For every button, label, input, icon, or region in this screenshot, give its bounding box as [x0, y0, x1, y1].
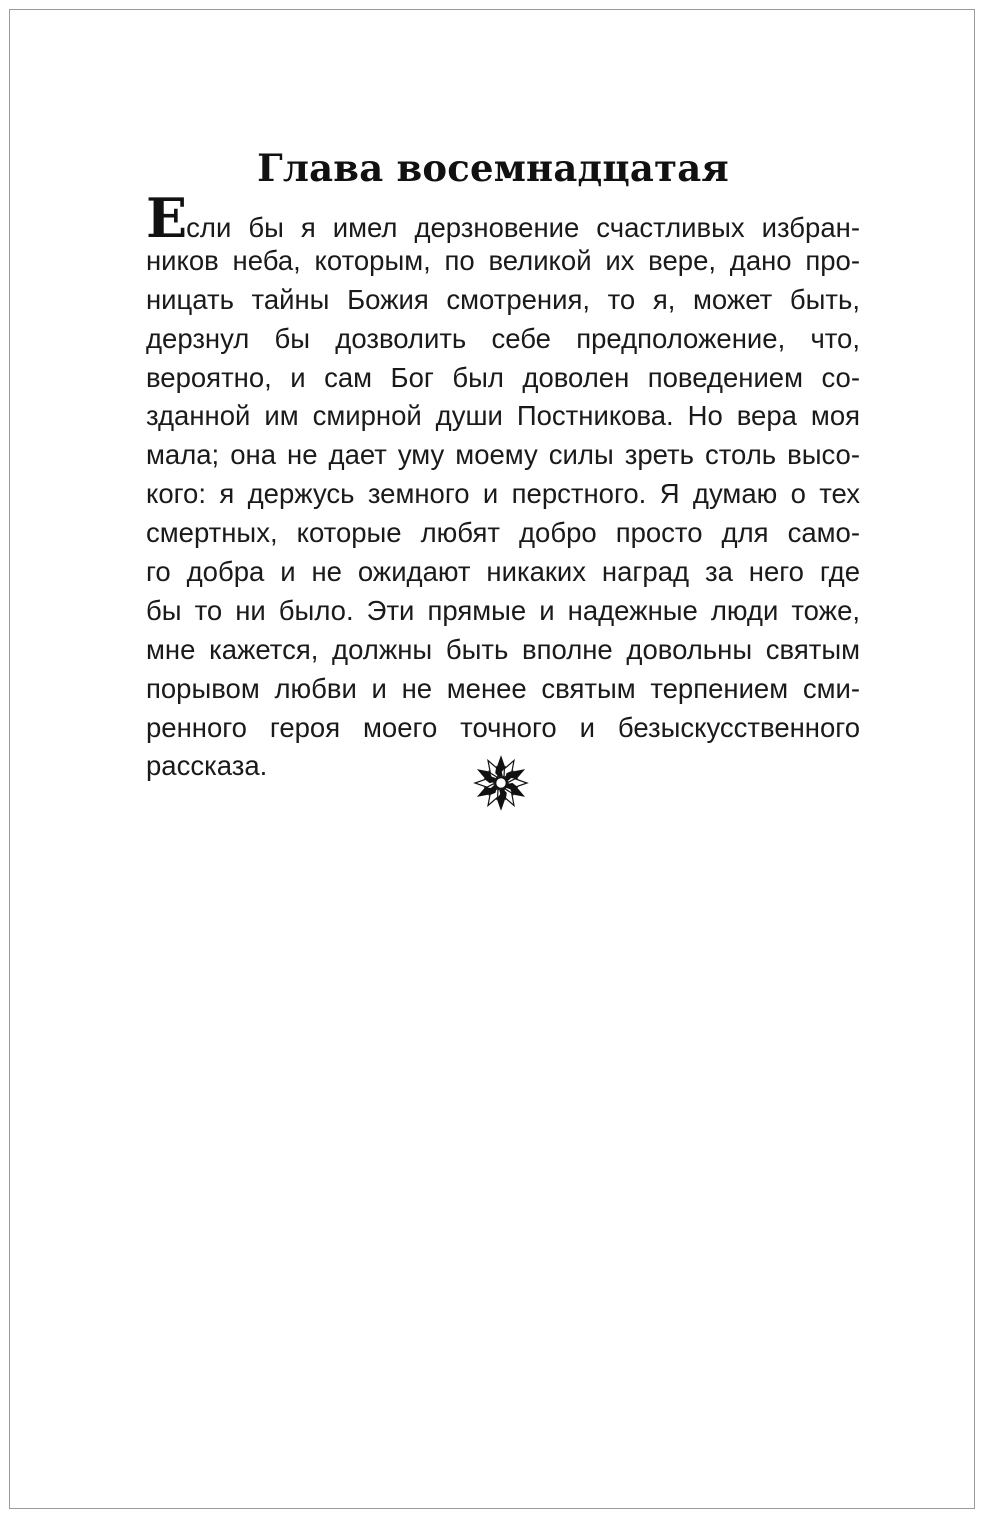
body-line-last: рассказа. [146, 750, 268, 782]
first-line-text: сли бы я имел дерзновение счастливых избран- [186, 212, 860, 243]
body-line: порывом любви и не менее святым терпением сми- [146, 672, 860, 704]
body-line: кого: я держусь земного и перстного. Я думаю о тех [146, 478, 860, 510]
ornament-center [496, 778, 507, 789]
body-line: ницать тайны Божия смотрения, то я, может быть, [146, 283, 860, 315]
body-line: бы то ни было. Эти прямые и надежные люди тоже, [146, 594, 860, 626]
body-line: мала; она не дает уму моему силы зреть столь высо- [146, 439, 860, 471]
star-flower-ornament-icon [473, 755, 529, 811]
body-line: мне кажется, должны быть вполне довольны святым [146, 633, 860, 665]
body-line: ренного героя моего точного и безыскусственного [146, 711, 860, 743]
body-line: смертных, которые любят добро просто для само- [146, 517, 860, 549]
body-line: дерзнул бы дозволить себе предположение, что, [146, 322, 860, 354]
body-line: зданной им смирной души Постникова. Но вера моя [146, 400, 860, 432]
chapter-body [146, 186, 860, 786]
body-line-1 [146, 186, 860, 250]
chapter-title: Глава восемнадцатая [257, 146, 729, 190]
body-line: ников неба, которым, по великой их вере, дано про- [146, 244, 860, 276]
body-line: го добра и не ожидают никаких наград за него где [146, 556, 860, 588]
body-line: вероятно, и сам Бог был доволен поведением со- [146, 361, 860, 393]
drop-cap: Е [146, 186, 188, 250]
